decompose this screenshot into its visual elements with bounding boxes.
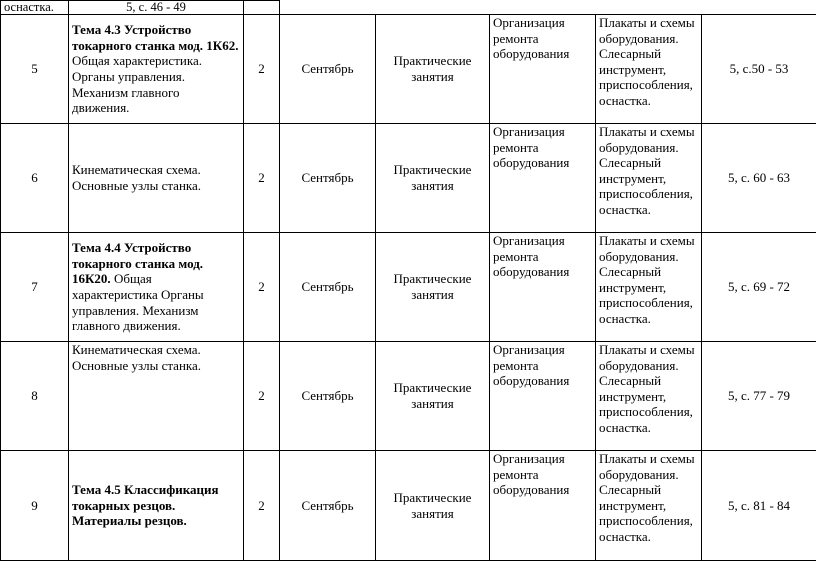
lesson-form-cell: Практические занятия — [376, 15, 490, 124]
fragment-empty-cell — [244, 1, 280, 15]
hours-cell: 2 — [244, 451, 280, 561]
pages-cell: 5, с. 69 - 72 — [702, 233, 816, 342]
organization-cell: Организация ремонта оборудования — [490, 233, 596, 342]
fragment-materials-tail: оснастка. — [1, 1, 69, 15]
hours-cell: 2 — [244, 342, 280, 451]
lesson-form-cell: Практические занятия — [376, 451, 490, 561]
materials-cell: Плакаты и схемы оборудования. Слесарный инструмент, приспособления, оснастка. — [596, 233, 702, 342]
month-cell: Сентябрь — [280, 124, 376, 233]
lesson-form-cell: Практические занятия — [376, 124, 490, 233]
month-cell: Сентябрь — [280, 451, 376, 561]
organization-cell: Организация ремонта оборудования — [490, 124, 596, 233]
pages-cell: 5, с. 81 - 84 — [702, 451, 816, 561]
topic-description: Кинематическая схема. Основные узлы станка. — [72, 162, 202, 193]
table-row — [1, 451, 816, 561]
organization-cell: Организация ремонта оборудования — [490, 342, 596, 451]
table-row — [1, 124, 816, 233]
topic-description: Общая характеристика Органы управления. Механизм главного движения. — [72, 271, 204, 334]
topic-title: Тема 4.5 Классификация токарных резцов. Материалы резцов. — [72, 482, 219, 529]
topic-description: Общая характеристика. Органы управления. Механизм главного движения. — [72, 53, 202, 116]
materials-cell: Плакаты и схемы оборудования. Слесарный инструмент, приспособления, оснастка. — [596, 451, 702, 561]
topic-title: Тема 4.3 Устройство токарного станка мод. 1К62. — [72, 22, 239, 53]
lesson-number: 6 — [1, 124, 69, 233]
fragment-pages: 5, с. 46 - 49 — [69, 1, 244, 15]
table-row — [1, 15, 816, 124]
lesson-number: 7 — [1, 233, 69, 342]
materials-cell: Плакаты и схемы оборудования. Слесарный инструмент, приспособления, оснастка. — [596, 342, 702, 451]
lesson-topic — [69, 342, 244, 451]
lesson-number: 5 — [1, 15, 69, 124]
pages-cell: 5, с. 60 - 63 — [702, 124, 816, 233]
lesson-form-cell: Практические занятия — [376, 233, 490, 342]
lesson-number: 9 — [1, 451, 69, 561]
month-cell: Сентябрь — [280, 15, 376, 124]
hours-cell: 2 — [244, 15, 280, 124]
pages-cell: 5, с. 77 - 79 — [702, 342, 816, 451]
lesson-topic — [69, 15, 244, 124]
table-row — [1, 342, 816, 451]
organization-cell: Организация ремонта оборудования — [490, 15, 596, 124]
hours-cell: 2 — [244, 124, 280, 233]
pages-cell: 5, с.50 - 53 — [702, 15, 816, 124]
hours-cell: 2 — [244, 233, 280, 342]
materials-cell: Плакаты и схемы оборудования. Слесарный инструмент, приспособления, оснастка. — [596, 124, 702, 233]
organization-cell: Организация ремонта оборудования — [490, 451, 596, 561]
lesson-topic — [69, 451, 244, 561]
lesson-plan-table — [0, 14, 816, 561]
topic-description: Кинематическая схема. Основные узлы станка. — [72, 342, 202, 373]
lesson-topic — [69, 124, 244, 233]
topic-title: Тема 4.4 Устройство токарного станка мод. 16К20. — [72, 240, 204, 287]
previous-page-row-fragment — [0, 0, 280, 15]
lesson-number: 8 — [1, 342, 69, 451]
month-cell: Сентябрь — [280, 233, 376, 342]
lesson-topic — [69, 233, 244, 342]
table-row — [1, 233, 816, 342]
month-cell: Сентябрь — [280, 342, 376, 451]
lesson-form-cell: Практические занятия — [376, 342, 490, 451]
materials-cell: Плакаты и схемы оборудования. Слесарный инструмент, приспособления, оснастка. — [596, 15, 702, 124]
